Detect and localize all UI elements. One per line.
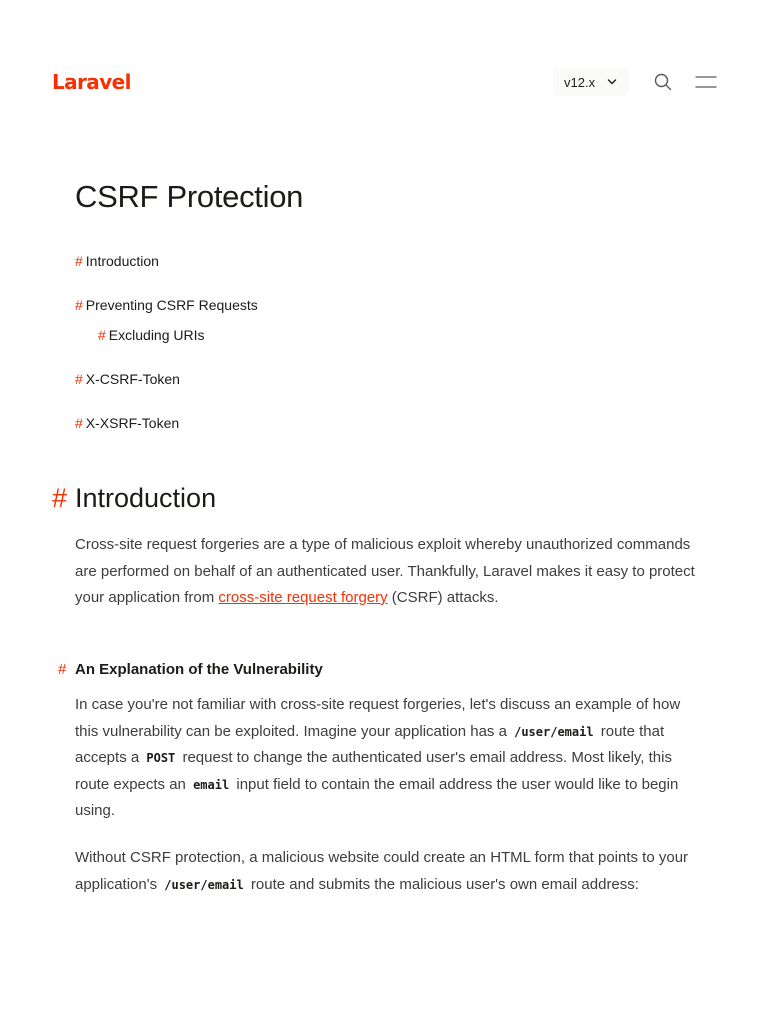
heading-anchor-link[interactable]: # [52, 483, 68, 513]
toc-item-introduction[interactable] [75, 251, 159, 271]
page-title: CSRF Protection [75, 179, 304, 214]
intro-paragraph [75, 532, 695, 612]
hamburger-menu-icon[interactable] [695, 73, 717, 91]
inline-code: /user/email [164, 877, 244, 892]
paragraph-text: Cross-site request forgeries are a type of malicious exploit whereby unauthorized commands are performed on behalf of an authenticated user. Thankfully, Laravel makes it easy to protect your application from [75, 536, 695, 606]
toc-item-x-csrf-token[interactable] [75, 369, 180, 389]
subheading-vulnerability [58, 658, 323, 682]
toc-item-label: X-CSRF-Token [85, 371, 180, 387]
paragraph-text: route that accepts a [75, 722, 665, 766]
version-select[interactable] [553, 68, 629, 96]
toc-item-excluding-uris[interactable] [98, 325, 205, 345]
chevron-down-icon [607, 77, 617, 87]
toc-item-label: Introduction [85, 253, 159, 269]
paragraph-text: Without CSRF protection, a malicious website could create an HTML form that points to your application's [75, 849, 689, 893]
paragraph-text: (CSRF) attacks. [387, 589, 499, 606]
malicious-form-paragraph [75, 845, 695, 898]
site-header [0, 0, 768, 164]
toc-hash: # [75, 371, 83, 387]
toc-item-label: X-XSRF-Token [85, 415, 180, 431]
csrf-wiki-link[interactable]: cross-site request forgery [218, 589, 388, 606]
section-heading-introduction [52, 480, 216, 516]
section-heading-label: Introduction [75, 483, 217, 513]
subheading-label: An Explanation of the Vulnerability [75, 661, 323, 678]
toc-item-preventing-csrf-requests[interactable] [75, 295, 258, 315]
laravel-logo[interactable]: Laravel [52, 70, 131, 94]
toc-hash: # [75, 415, 83, 431]
toc-item-label: Excluding URIs [108, 327, 205, 343]
toc-item-label: Preventing CSRF Requests [85, 297, 258, 313]
toc-hash: # [75, 297, 83, 313]
toc-hash: # [75, 253, 83, 269]
toc-item-x-xsrf-token[interactable] [75, 413, 179, 433]
paragraph-text: route and submits the malicious user's own email address: [246, 875, 639, 893]
inline-code: /user/email [514, 724, 594, 739]
toc-hash: # [98, 327, 106, 343]
inline-code: POST [146, 751, 176, 765]
inline-code: email [193, 777, 230, 792]
paragraph-text: request to change the authenticated user's email address. Most likely, this route expects an [75, 749, 672, 793]
version-label: v12.x [564, 74, 596, 90]
heading-anchor-link[interactable]: # [58, 661, 67, 678]
search-icon[interactable] [653, 72, 673, 92]
paragraph-text: In case you're not familiar with cross-site request forgeries, let's discuss an example of how this vulnerability can be exploited. Imagine your application has a [75, 696, 681, 740]
vulnerability-paragraph [75, 692, 695, 825]
paragraph-text: input field to contain the email address the user would like to begin using. [75, 775, 679, 819]
